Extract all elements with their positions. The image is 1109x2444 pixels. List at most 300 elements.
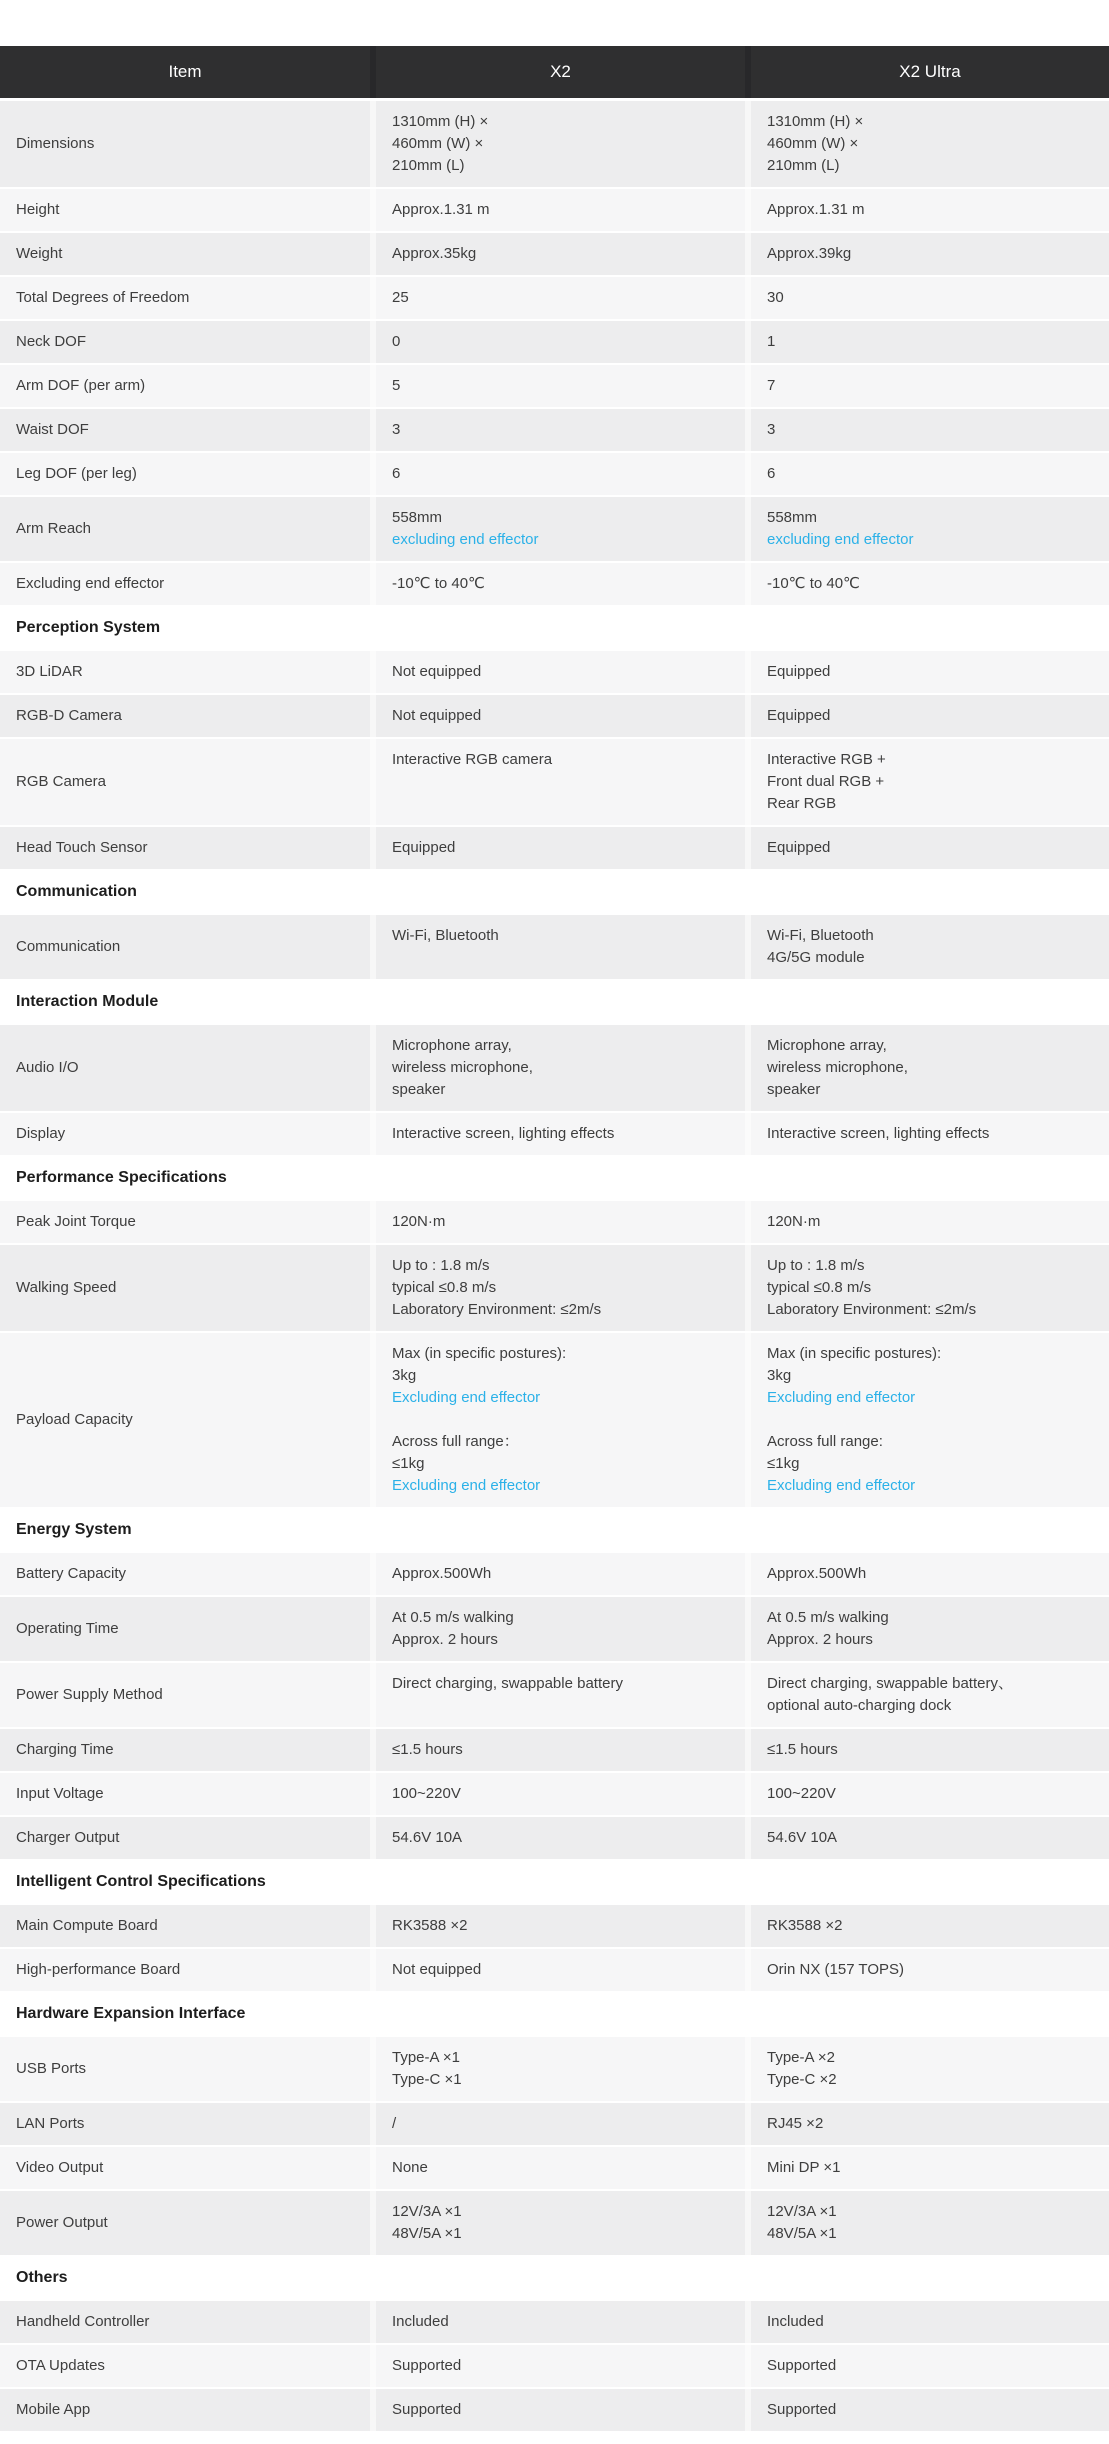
x2-value-cell — [376, 1773, 745, 1815]
value-line: -10℃ to 40℃ — [767, 575, 860, 592]
header-x2-ultra-column: X2 Ultra — [751, 46, 1109, 98]
value-line: 210mm (L) — [767, 157, 840, 174]
x2-ultra-value-cell — [751, 1773, 1109, 1815]
x2-value-cell — [376, 739, 745, 825]
row-label: High-performance Board — [16, 1961, 181, 1978]
x2-value-cell — [376, 1905, 745, 1947]
x2-value-cell — [376, 2037, 745, 2101]
x2-value-cell — [376, 2345, 745, 2387]
row-label-cell — [0, 1113, 370, 1155]
value-line: ≤1kg — [767, 1455, 800, 1472]
row-label: Excluding end effector — [16, 575, 165, 592]
value-line: Not equipped — [392, 1961, 482, 1978]
value-line: Approx. 2 hours — [392, 1631, 498, 1648]
table-row — [0, 321, 1109, 365]
row-label: Payload Capacity — [16, 1411, 133, 1428]
table-header-row — [0, 46, 1109, 98]
x2-ultra-value-cell — [751, 739, 1109, 825]
row-label: Head Touch Sensor — [16, 839, 148, 856]
table-row — [0, 2103, 1109, 2147]
x2-ultra-value-cell — [751, 2389, 1109, 2431]
x2-value-cell — [376, 321, 745, 363]
row-label-cell — [0, 1817, 370, 1859]
row-label: Battery Capacity — [16, 1565, 127, 1582]
value-line: Equipped — [767, 663, 831, 680]
x2-ultra-value-cell — [751, 1113, 1109, 1155]
x2-value-cell — [376, 1949, 745, 1991]
row-label-cell — [0, 1773, 370, 1815]
table-row — [0, 1773, 1109, 1817]
header-item-column: Item — [0, 46, 370, 98]
table-row — [0, 1333, 1109, 1509]
value-line: 460mm (W) × — [767, 135, 859, 152]
table-row — [0, 1025, 1109, 1113]
section-header — [0, 1993, 1109, 2037]
section-title: Energy System — [16, 1521, 132, 1538]
value-line: Direct charging, swappable battery — [392, 1675, 623, 1692]
section-header — [0, 1509, 1109, 1553]
x2-ultra-value-cell — [751, 321, 1109, 363]
x2-ultra-value-cell — [751, 1663, 1109, 1727]
x2-value-cell — [376, 1245, 745, 1331]
value-line: Wi-Fi, Bluetooth — [392, 927, 499, 944]
row-label-cell — [0, 2191, 370, 2255]
row-label-cell — [0, 2389, 370, 2431]
value-line: 5 — [392, 377, 401, 394]
row-label-cell — [0, 453, 370, 495]
row-label: RGB-D Camera — [16, 707, 122, 724]
x2-value-cell — [376, 453, 745, 495]
x2-ultra-value-cell — [751, 1333, 1109, 1507]
row-label: LAN Ports — [16, 2115, 85, 2132]
row-label-cell — [0, 2301, 370, 2343]
value-line: 54.6V 10A — [392, 1829, 463, 1846]
row-label-cell — [0, 2037, 370, 2101]
value-line: 558mm — [767, 509, 818, 526]
x2-value-cell — [376, 2191, 745, 2255]
x2-value-cell — [376, 1663, 745, 1727]
table-row — [0, 1817, 1109, 1861]
value-line: 3 — [767, 421, 776, 438]
value-line: 3kg — [767, 1367, 792, 1384]
x2-value-cell — [376, 189, 745, 231]
value-line: ≤1.5 hours — [767, 1741, 838, 1758]
x2-value-cell — [376, 277, 745, 319]
value-line — [767, 1409, 1093, 1431]
row-label: Video Output — [16, 2159, 104, 2176]
row-label: Mobile App — [16, 2401, 91, 2418]
x2-value-cell — [376, 1553, 745, 1595]
row-label: Audio I/O — [16, 1059, 79, 1076]
value-line: Interactive screen, lighting effects — [767, 1125, 990, 1142]
value-line: 6 — [392, 465, 401, 482]
value-line: Not equipped — [392, 663, 482, 680]
value-line: 1310mm (H) × — [767, 113, 864, 130]
row-label: Peak Joint Torque — [16, 1213, 136, 1230]
value-line: 558mm — [392, 509, 443, 526]
row-label-cell — [0, 2345, 370, 2387]
row-label: Weight — [16, 245, 63, 262]
value-line: Equipped — [767, 707, 831, 724]
section-header — [0, 871, 1109, 915]
end-effector-note: Excluding end effector — [767, 1389, 916, 1406]
row-label-cell — [0, 189, 370, 231]
table-row — [0, 827, 1109, 871]
value-line: Microphone array, — [392, 1037, 512, 1054]
table-row — [0, 453, 1109, 497]
value-line: Type-A ×1 — [392, 2049, 460, 2066]
x2-ultra-value-cell — [751, 1817, 1109, 1859]
row-label-cell — [0, 1553, 370, 1595]
table-row — [0, 1201, 1109, 1245]
x2-value-cell — [376, 1817, 745, 1859]
value-line: Mini DP ×1 — [767, 2159, 841, 2176]
row-label-cell — [0, 497, 370, 561]
table-row — [0, 365, 1109, 409]
row-label-cell — [0, 1663, 370, 1727]
value-line: 3 — [392, 421, 401, 438]
end-effector-note: Excluding end effector — [767, 1477, 916, 1494]
row-label: Charging Time — [16, 1741, 114, 1758]
value-line: 7 — [767, 377, 776, 394]
x2-value-cell — [376, 101, 745, 187]
section-title: Communication — [16, 883, 137, 900]
x2-value-cell — [376, 915, 745, 979]
x2-ultra-value-cell — [751, 2345, 1109, 2387]
row-label: 3D LiDAR — [16, 663, 83, 680]
value-line: 1310mm (H) × — [392, 113, 489, 130]
table-row — [0, 1905, 1109, 1949]
table-row — [0, 739, 1109, 827]
value-line: Max (in specific postures): — [767, 1345, 942, 1362]
section-title: Performance Specifications — [16, 1169, 227, 1186]
row-label: Neck DOF — [16, 333, 87, 350]
x2-ultra-value-cell — [751, 409, 1109, 451]
table-row — [0, 2301, 1109, 2345]
x2-value-cell — [376, 2147, 745, 2189]
value-line: Not equipped — [392, 707, 482, 724]
value-line: -10℃ to 40℃ — [392, 575, 485, 592]
x2-ultra-value-cell — [751, 2191, 1109, 2255]
row-label-cell — [0, 2103, 370, 2145]
section-title: Perception System — [16, 619, 161, 636]
value-line: Equipped — [767, 839, 831, 856]
value-line: 54.6V 10A — [767, 1829, 838, 1846]
end-effector-note: Excluding end effector — [392, 1389, 541, 1406]
value-line: 4G/5G module — [767, 949, 865, 966]
row-label-cell — [0, 321, 370, 363]
table-row — [0, 497, 1109, 563]
section-header — [0, 1861, 1109, 1905]
table-row — [0, 1553, 1109, 1597]
row-label-cell — [0, 1949, 370, 1991]
value-line: 1 — [767, 333, 776, 350]
table-row — [0, 2037, 1109, 2103]
value-line: Approx.500Wh — [392, 1565, 492, 1582]
table-row — [0, 1663, 1109, 1729]
section-title: Intelligent Control Specifications — [16, 1873, 266, 1890]
row-label-cell — [0, 1905, 370, 1947]
value-line: Included — [392, 2313, 449, 2330]
x2-ultra-value-cell — [751, 365, 1109, 407]
row-label-cell — [0, 277, 370, 319]
row-label: Walking Speed — [16, 1279, 117, 1296]
value-line: wireless microphone, — [392, 1059, 533, 1076]
value-line: ≤1kg — [392, 1455, 425, 1472]
table-row — [0, 563, 1109, 607]
section-title: Others — [16, 2269, 68, 2286]
x2-ultra-value-cell — [751, 233, 1109, 275]
value-line: speaker — [767, 1081, 821, 1098]
row-label: Dimensions — [16, 135, 95, 152]
value-line: wireless microphone, — [767, 1059, 908, 1076]
row-label: Height — [16, 201, 60, 218]
value-line: Supported — [392, 2401, 462, 2418]
value-line: 48V/5A ×1 — [767, 2225, 837, 2242]
value-line: Type-A ×2 — [767, 2049, 835, 2066]
value-line: Supported — [767, 2401, 837, 2418]
value-line: 100~220V — [392, 1785, 461, 1802]
x2-value-cell — [376, 2389, 745, 2431]
value-line: Interactive RGB camera — [392, 751, 553, 768]
value-line — [392, 1409, 729, 1431]
x2-ultra-value-cell — [751, 101, 1109, 187]
value-line: Approx. 2 hours — [767, 1631, 873, 1648]
row-label: RGB Camera — [16, 773, 107, 790]
row-label-cell — [0, 233, 370, 275]
table-row — [0, 233, 1109, 277]
value-line: 12V/3A ×1 — [392, 2203, 462, 2220]
row-label-cell — [0, 1333, 370, 1507]
row-label-cell — [0, 1729, 370, 1771]
header-x2-column: X2 — [376, 46, 745, 98]
value-line: Approx.1.31 m — [392, 201, 490, 218]
value-line: Laboratory Environment: ≤2m/s — [392, 1301, 602, 1318]
x2-ultra-value-cell — [751, 915, 1109, 979]
row-label-cell — [0, 915, 370, 979]
table-row — [0, 695, 1109, 739]
value-line: Across full range: — [767, 1433, 883, 1450]
value-line: Up to : 1.8 m/s — [392, 1257, 490, 1274]
x2-value-cell — [376, 1333, 745, 1507]
x2-ultra-value-cell — [751, 277, 1109, 319]
value-line: 30 — [767, 289, 784, 306]
row-label: OTA Updates — [16, 2357, 105, 2374]
table-row — [0, 1245, 1109, 1333]
value-line: Type-C ×2 — [767, 2071, 837, 2088]
x2-ultra-value-cell — [751, 563, 1109, 605]
value-line: Wi-Fi, Bluetooth — [767, 927, 874, 944]
section-header — [0, 607, 1109, 651]
value-line: Interactive screen, lighting effects — [392, 1125, 615, 1142]
table-row — [0, 189, 1109, 233]
table-row — [0, 915, 1109, 981]
x2-ultra-value-cell — [751, 1245, 1109, 1331]
value-line: Approx.1.31 m — [767, 201, 865, 218]
section-title: Hardware Expansion Interface — [16, 2005, 246, 2022]
value-line: speaker — [392, 1081, 446, 1098]
x2-value-cell — [376, 695, 745, 737]
row-label: Display — [16, 1125, 66, 1142]
x2-ultra-value-cell — [751, 2103, 1109, 2145]
x2-ultra-value-cell — [751, 1597, 1109, 1661]
x2-ultra-value-cell — [751, 1729, 1109, 1771]
value-line: None — [392, 2159, 428, 2176]
value-line: optional auto-charging dock — [767, 1697, 952, 1714]
value-line: 25 — [392, 289, 409, 306]
row-label-cell — [0, 1245, 370, 1331]
value-line: Equipped — [392, 839, 456, 856]
x2-value-cell — [376, 1113, 745, 1155]
x2-value-cell — [376, 1597, 745, 1661]
x2-ultra-value-cell — [751, 2301, 1109, 2343]
row-label: Waist DOF — [16, 421, 89, 438]
table-row — [0, 277, 1109, 321]
value-line: 120N·m — [767, 1213, 821, 1230]
x2-value-cell — [376, 409, 745, 451]
table-row — [0, 2147, 1109, 2191]
x2-ultra-value-cell — [751, 453, 1109, 495]
x2-value-cell — [376, 497, 745, 561]
value-line: Supported — [392, 2357, 462, 2374]
value-line: Orin NX (157 TOPS) — [767, 1961, 904, 1978]
section-header — [0, 2257, 1109, 2301]
spec-table-body — [0, 101, 1109, 2433]
end-effector-note: Excluding end effector — [392, 1477, 541, 1494]
value-line: typical ≤0.8 m/s — [767, 1279, 872, 1296]
row-label-cell — [0, 695, 370, 737]
value-line: 6 — [767, 465, 776, 482]
value-line: 210mm (L) — [392, 157, 465, 174]
row-label-cell — [0, 827, 370, 869]
row-label-cell — [0, 409, 370, 451]
table-row — [0, 2191, 1109, 2257]
value-line: typical ≤0.8 m/s — [392, 1279, 497, 1296]
row-label: Leg DOF (per leg) — [16, 465, 137, 482]
row-label: Handheld Controller — [16, 2313, 150, 2330]
value-line: ≤1.5 hours — [392, 1741, 463, 1758]
value-line: Included — [767, 2313, 824, 2330]
value-line: Interactive RGB + — [767, 751, 886, 768]
value-line: At 0.5 m/s walking — [767, 1609, 889, 1626]
row-label-cell — [0, 1597, 370, 1661]
x2-value-cell — [376, 1201, 745, 1243]
x2-value-cell — [376, 2103, 745, 2145]
value-line: Microphone array, — [767, 1037, 887, 1054]
value-line: Max (in specific postures): — [392, 1345, 567, 1362]
x2-ultra-value-cell — [751, 1949, 1109, 1991]
row-label: USB Ports — [16, 2060, 87, 2077]
table-row — [0, 1113, 1109, 1157]
value-line: At 0.5 m/s walking — [392, 1609, 514, 1626]
value-line: Direct charging, swappable battery、 — [767, 1675, 1013, 1692]
value-line: 3kg — [392, 1367, 417, 1384]
value-line: 48V/5A ×1 — [392, 2225, 462, 2242]
x2-ultra-value-cell — [751, 497, 1109, 561]
x2-ultra-value-cell — [751, 2037, 1109, 2101]
value-line: 100~220V — [767, 1785, 836, 1802]
x2-value-cell — [376, 651, 745, 693]
value-line: RK3588 ×2 — [392, 1917, 468, 1934]
x2-value-cell — [376, 827, 745, 869]
x2-value-cell — [376, 563, 745, 605]
value-line: / — [392, 2115, 397, 2132]
row-label-cell — [0, 2147, 370, 2189]
row-label: Input Voltage — [16, 1785, 104, 1802]
value-line: Across full range： — [392, 1433, 519, 1450]
row-label: Power Output — [16, 2214, 108, 2231]
x2-value-cell — [376, 365, 745, 407]
value-line: 460mm (W) × — [392, 135, 484, 152]
table-row — [0, 2389, 1109, 2433]
table-row — [0, 1729, 1109, 1773]
table-row — [0, 651, 1109, 695]
x2-value-cell — [376, 2301, 745, 2343]
x2-value-cell — [376, 1025, 745, 1111]
row-label: Arm DOF (per arm) — [16, 377, 146, 394]
value-line: Supported — [767, 2357, 837, 2374]
table-row — [0, 409, 1109, 453]
x2-ultra-value-cell — [751, 827, 1109, 869]
value-line: Laboratory Environment: ≤2m/s — [767, 1301, 977, 1318]
x2-ultra-value-cell — [751, 1553, 1109, 1595]
row-label-cell — [0, 1201, 370, 1243]
row-label: Total Degrees of Freedom — [16, 289, 190, 306]
x2-ultra-value-cell — [751, 2147, 1109, 2189]
row-label-cell — [0, 651, 370, 693]
row-label: Main Compute Board — [16, 1917, 158, 1934]
value-line: RJ45 ×2 — [767, 2115, 824, 2132]
table-row — [0, 2345, 1109, 2389]
end-effector-note: excluding end effector — [767, 531, 914, 548]
x2-ultra-value-cell — [751, 1905, 1109, 1947]
x2-ultra-value-cell — [751, 1201, 1109, 1243]
value-line: Approx.500Wh — [767, 1565, 867, 1582]
x2-ultra-value-cell — [751, 651, 1109, 693]
x2-value-cell — [376, 233, 745, 275]
row-label: Charger Output — [16, 1829, 120, 1846]
value-line: Approx.35kg — [392, 245, 477, 262]
table-row — [0, 1597, 1109, 1663]
x2-ultra-value-cell — [751, 189, 1109, 231]
row-label: Operating Time — [16, 1620, 119, 1637]
row-label-cell — [0, 563, 370, 605]
value-line: Up to : 1.8 m/s — [767, 1257, 865, 1274]
section-title: Interaction Module — [16, 993, 159, 1010]
value-line: Type-C ×1 — [392, 2071, 462, 2088]
row-label: Arm Reach — [16, 520, 92, 537]
value-line: Approx.39kg — [767, 245, 852, 262]
x2-value-cell — [376, 1729, 745, 1771]
x2-ultra-value-cell — [751, 1025, 1109, 1111]
value-line: 12V/3A ×1 — [767, 2203, 837, 2220]
row-label-cell — [0, 365, 370, 407]
section-header — [0, 1157, 1109, 1201]
value-line: RK3588 ×2 — [767, 1917, 843, 1934]
value-line: 120N·m — [392, 1213, 446, 1230]
x2-ultra-value-cell — [751, 695, 1109, 737]
row-label-cell — [0, 1025, 370, 1111]
row-label: Communication — [16, 938, 121, 955]
table-row — [0, 101, 1109, 189]
section-header — [0, 981, 1109, 1025]
end-effector-note: excluding end effector — [392, 531, 539, 548]
value-line: Rear RGB — [767, 795, 837, 812]
row-label-cell — [0, 101, 370, 187]
value-line: Front dual RGB + — [767, 773, 885, 790]
table-row — [0, 1949, 1109, 1993]
row-label: Power Supply Method — [16, 1686, 163, 1703]
